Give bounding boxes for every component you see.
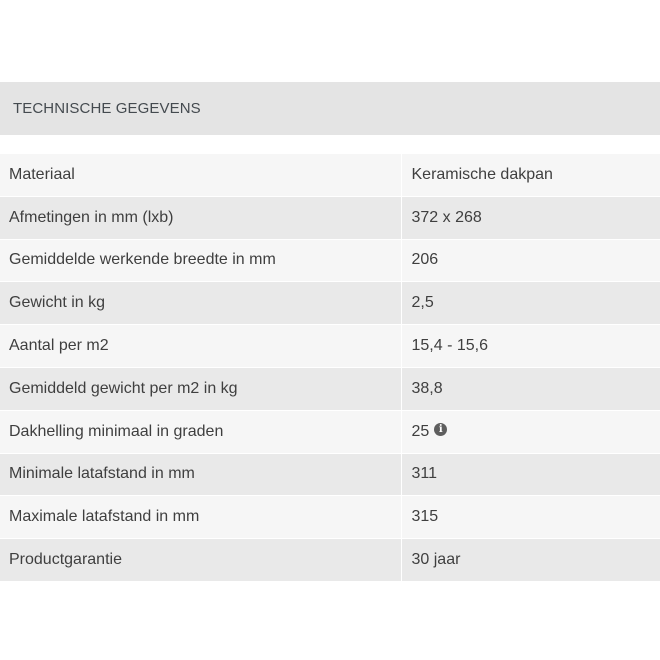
spec-label: Gemiddeld gewicht per m2 in kg bbox=[0, 367, 401, 410]
spec-value: 315 bbox=[401, 496, 660, 539]
spec-value: 2,5 bbox=[401, 282, 660, 325]
table-row bbox=[0, 410, 660, 453]
info-icon[interactable]: i bbox=[434, 423, 447, 436]
spec-value: 15,4 - 15,6 bbox=[401, 325, 660, 368]
spec-table bbox=[0, 153, 660, 581]
table-row bbox=[0, 496, 660, 539]
section-header bbox=[0, 82, 660, 135]
table-row bbox=[0, 539, 660, 582]
spec-label: Gewicht in kg bbox=[0, 282, 401, 325]
spec-value: 30 jaar bbox=[401, 539, 660, 582]
table-row bbox=[0, 282, 660, 325]
spec-label: Aantal per m2 bbox=[0, 325, 401, 368]
spec-value: 38,8 bbox=[401, 367, 660, 410]
spec-value: 206 bbox=[401, 239, 660, 282]
spec-label: Gemiddelde werkende breedte in mm bbox=[0, 239, 401, 282]
spec-value: Keramische dakpan bbox=[401, 154, 660, 197]
spec-value: 311 bbox=[401, 453, 660, 496]
table-row bbox=[0, 453, 660, 496]
spec-label: Dakhelling minimaal in graden bbox=[0, 410, 401, 453]
table-row bbox=[0, 367, 660, 410]
spec-label: Productgarantie bbox=[0, 539, 401, 582]
spec-value-cell bbox=[401, 410, 660, 453]
table-row bbox=[0, 196, 660, 239]
spec-label: Afmetingen in mm (lxb) bbox=[0, 196, 401, 239]
spec-value: 372 x 268 bbox=[401, 196, 660, 239]
spec-label: Minimale latafstand in mm bbox=[0, 453, 401, 496]
spec-label: Materiaal bbox=[0, 154, 401, 197]
table-row bbox=[0, 239, 660, 282]
spec-value: 25 bbox=[411, 422, 430, 440]
table-row bbox=[0, 154, 660, 197]
spec-label: Maximale latafstand in mm bbox=[0, 496, 401, 539]
table-row bbox=[0, 325, 660, 368]
section-title: TECHNISCHE GEGEVENS bbox=[13, 100, 201, 117]
